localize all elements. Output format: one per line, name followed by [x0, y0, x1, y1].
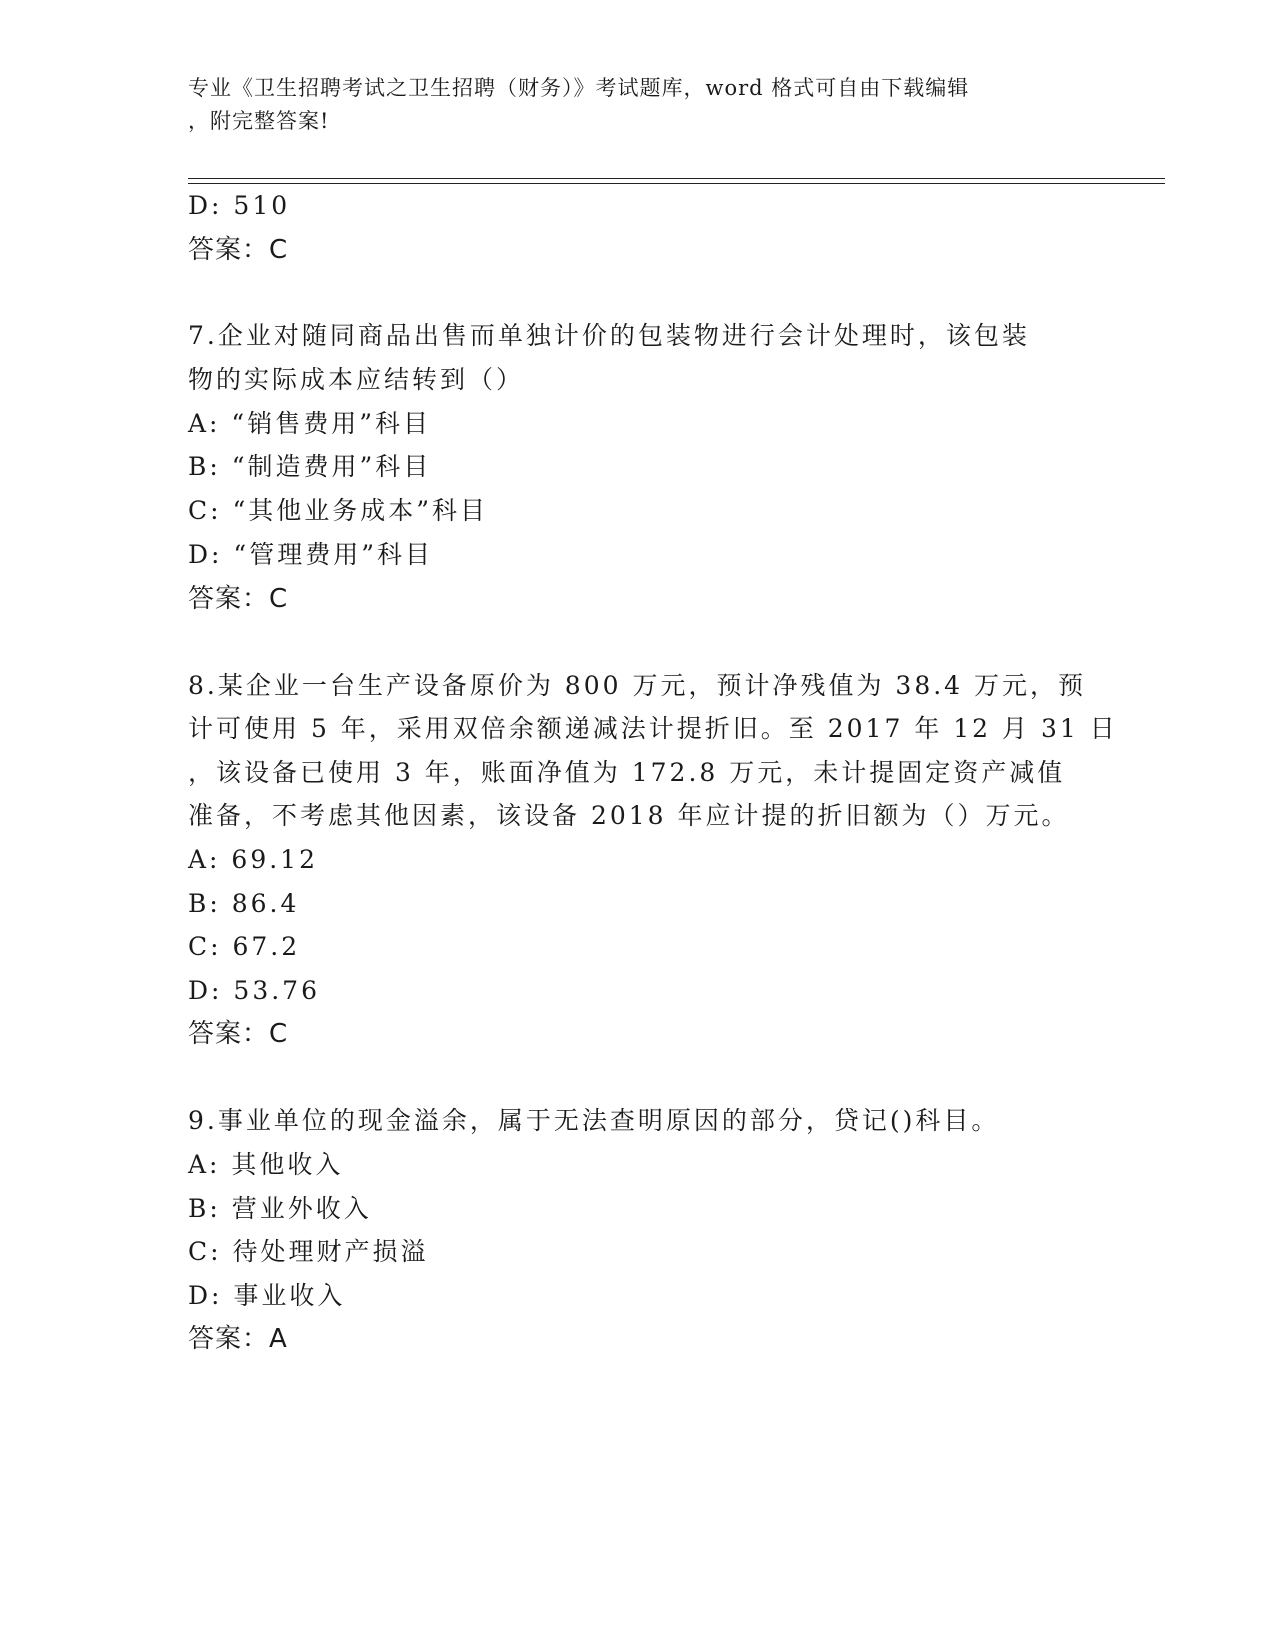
header-line-1: 专业《卫生招聘考试之卫生招聘（财务）》考试题库，word 格式可自由下载编辑	[188, 76, 970, 100]
q9-option-d: D: 事业收入	[188, 1281, 346, 1310]
q8-option-d: D: 53.76	[188, 976, 320, 1005]
q9-stem-line-1: 9.事业单位的现金溢余，属于无法查明原因的部分，贷记()科目。	[188, 1106, 1000, 1135]
q8-stem-line-4: 准备，不考虑其他因素，该设备 2018 年应计提的折旧额为（）万元。	[188, 801, 1070, 830]
q9-answer: 答案：A	[188, 1324, 288, 1354]
q7-stem-line-1: 7.企业对随同商品出售而单独计价的包装物进行会计处理时，该包装	[188, 321, 1030, 350]
header-divider-bottom	[188, 183, 1165, 184]
q8-option-a: A: 69.12	[188, 845, 318, 874]
q7-stem-line-2: 物的实际成本应结转到（）	[188, 365, 525, 394]
document-header	[188, 72, 1068, 138]
q9-option-c: C: 待处理财产损溢	[188, 1237, 429, 1266]
q8-option-b: B: 86.4	[188, 889, 300, 918]
q7-option-c: C: “其他业务成本”科目	[188, 496, 489, 525]
q9-option-b: B: 营业外收入	[188, 1194, 372, 1223]
q7-answer: 答案：C	[188, 584, 289, 614]
q9-option-a: A: 其他收入	[188, 1150, 344, 1179]
q8-stem-line-3: ，该设备已使用 3 年，账面净值为 172.8 万元，未计提固定资产减值	[188, 758, 1066, 787]
q7-option-a: A: “销售费用”科目	[188, 409, 431, 438]
q7-option-b: B: “制造费用”科目	[188, 452, 432, 481]
q8-stem-line-1: 8.某企业一台生产设备原价为 800 万元，预计净残值为 38.4 万元，预	[188, 671, 1087, 700]
prev-option-d: D: 510	[188, 191, 291, 220]
q8-answer: 答案：C	[188, 1019, 289, 1049]
q8-option-c: C: 67.2	[188, 932, 301, 961]
prev-answer: 答案：C	[188, 235, 289, 265]
q7-option-d: D: “管理费用”科目	[188, 540, 433, 569]
header-line-2: ，附完整答案!	[188, 109, 330, 133]
q8-stem-line-2: 计可使用 5 年，采用双倍余额递减法计提折旧。至 2017 年 12 月 31 日	[188, 714, 1118, 743]
header-divider-top	[188, 178, 1165, 179]
